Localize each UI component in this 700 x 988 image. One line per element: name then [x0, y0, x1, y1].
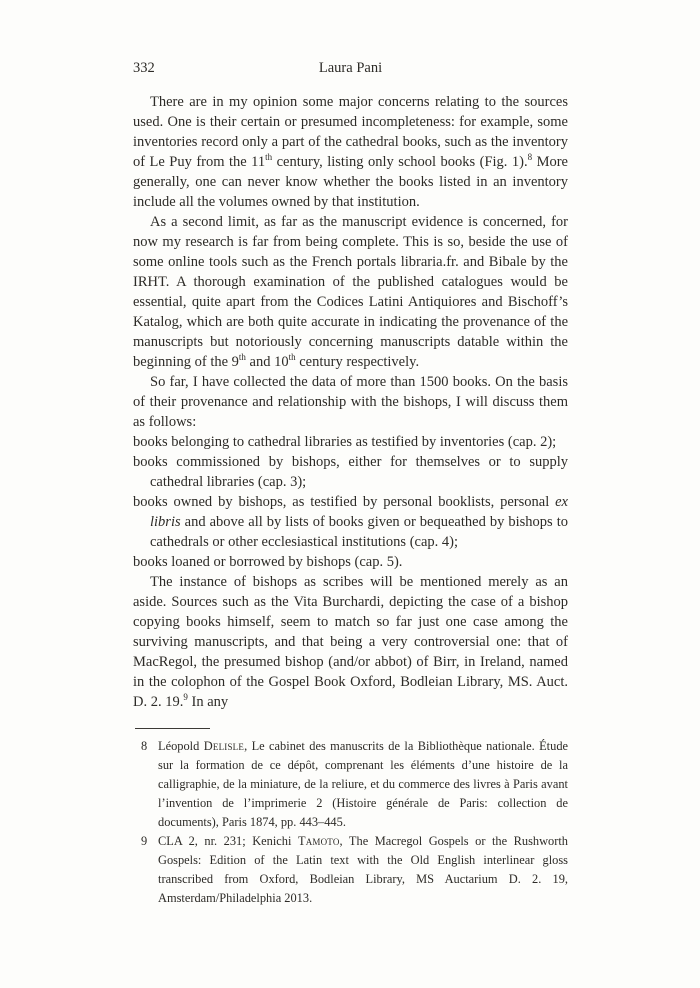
footnote-separator-rule [135, 728, 210, 729]
text-segment: century respectively. [295, 354, 420, 370]
list-item [133, 452, 568, 492]
text-segment: and above all by lists of books given or bequeathed by bishops to cathedrals or other ecclesiastical institutions (cap. 4); [150, 514, 568, 550]
text-segment: More generally, one can never know whether the books listed in an inventory include all the volumes owned by that institution. [133, 154, 568, 210]
page-header [133, 58, 568, 78]
footnote-text [158, 832, 568, 908]
running-head: Laura Pani [318, 60, 383, 76]
text-segment: , The Macregol Gospels or the Rushworth Gospels: Edition of the Latin text with the Old English interlinear gloss transcribed from Oxford, Bodleian Library, MS Auctarium D. 2. 19, Amsterdam/Philadelphia 2013. [158, 834, 568, 905]
paragraph [133, 572, 568, 712]
footnote-reference: th [288, 352, 296, 363]
text-segment: books belonging to cathedral libraries as testified by inventories (cap. 2); [133, 434, 557, 450]
footnote-reference: th [238, 352, 246, 363]
text-segment: The instance of bishops as scribes will be mentioned merely as an aside. Sources such as the Vita Burchardi, depicting the case of a bishop copying books himself, seem to match so far just one case among the surviving manuscripts, and that being a very controversial one: that of MacRegol, the presumed bishop (and/or abbot) of Birr, in Ireland, named in the colophon of the Gospel Book Oxford, Bodleian Library, MS. Auct. D. 2. 19. [133, 574, 568, 710]
paragraph [133, 92, 568, 212]
list-item [133, 492, 568, 552]
text-segment: So far, I have collected the data of more than 1500 books. On the basis of their provenance and relationship with the bishops, I will discuss them as follows: [133, 374, 568, 430]
text-segment: books owned by bishops, as testified by personal booklists, personal [133, 494, 556, 510]
footnote-reference: th [265, 152, 273, 163]
list-item [133, 552, 568, 572]
footnote-text [158, 737, 568, 832]
text-segment: Tamoto [297, 834, 340, 848]
body-text [133, 92, 568, 712]
text-segment: books loaned or borrowed by bishops (cap. 5). [133, 554, 403, 570]
text-segment: As a second limit, as far as the manuscript evidence is concerned, for now my research is far from being complete. This is so, beside the use of some online tools such as the French portals libraria.fr. and Bibale by the IRHT. A thorough examination of the published catalogues would be essential, quite apart from the Codices Latini Antiquiores and Bischoff’s Katalog, which are both quite accurate in indicating the provenance of the manuscripts but notoriously concerning manuscripts datable within the beginning of the 9 [133, 214, 568, 370]
footnote-number: 8 [141, 739, 148, 753]
footnote-number: 9 [141, 834, 148, 848]
text-segment: ex libris [150, 494, 568, 530]
text-segment: Léopold [158, 739, 204, 753]
text-segment: , Le cabinet des manuscrits de la Bibliothèque nationale. Étude sur la formation de ce dépôt, comprenant les éléments d’une histoire de la calligraphie, de la miniature, de la reliure, et du commerce des livres à Paris avant l’invention de l’imprimerie 2 (Histoire générale de Paris: collection de documents), Paris 1874, pp. 443–445. [158, 739, 569, 829]
text-segment: In any [187, 694, 229, 710]
text-segment: Delisle [203, 739, 245, 753]
text-segment: and 10 [245, 354, 289, 370]
page-number: 332 [133, 60, 155, 76]
text-column [133, 58, 568, 908]
text-segment: century, listing only school books (Fig. 1). [272, 154, 528, 170]
paragraph [133, 372, 568, 432]
footnote-reference: 9 [183, 692, 188, 703]
text-segment: CLA 2, nr. 231; Kenichi [158, 834, 298, 848]
text-segment: books commissioned by bishops, either for themselves or to supply cathedral libraries (cap. 3); [133, 454, 568, 490]
footnote-reference: 8 [527, 152, 533, 163]
footnote [133, 737, 568, 832]
footnote-list [133, 737, 568, 908]
list-item [133, 432, 568, 452]
text-segment: There are in my opinion some major concerns relating to the sources used. One is their certain or presumed incompleteness: for example, some inventories record only a part of the cathedral books, such as the inventory of Le Puy from the 11 [133, 94, 568, 170]
footnote [133, 832, 568, 908]
footnote-section [133, 728, 568, 908]
paragraph [133, 212, 568, 372]
